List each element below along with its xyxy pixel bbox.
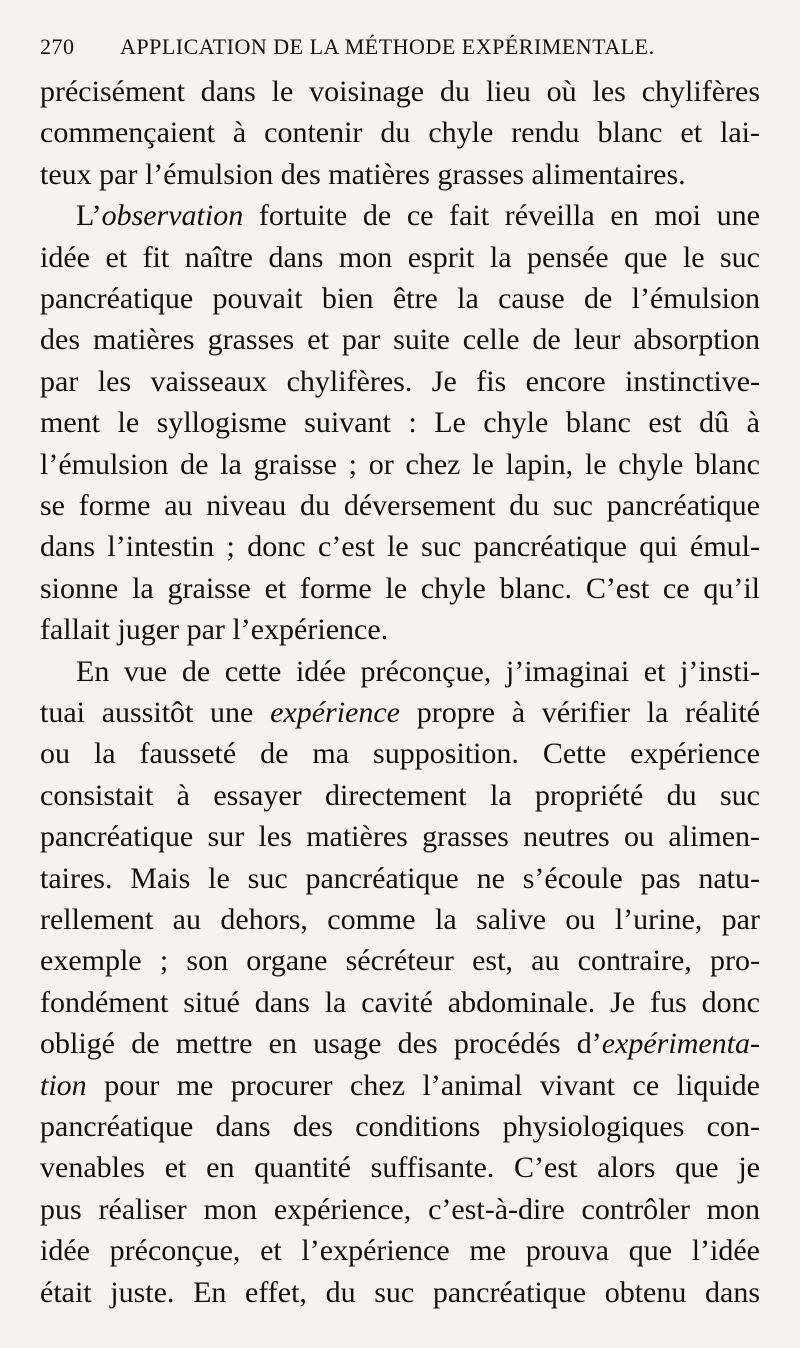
text-line (40, 983, 760, 1023)
italic-text: tion (40, 1068, 87, 1102)
page-number: 270 (40, 34, 75, 59)
text-line (40, 1190, 760, 1230)
text-run: idée et fit naître dans mon esprit la pensée que le suc (40, 240, 760, 274)
text-line (40, 362, 760, 402)
text-line (40, 279, 760, 319)
text-run: L’ (76, 199, 102, 233)
text-line (40, 569, 760, 609)
text-run: obligé de mettre en usage des procédés d’ (40, 1027, 602, 1061)
text-run: En vue de cette idée préconçue, j’imaginai et j’insti- (76, 654, 760, 688)
text-run: exemple ; son organe sécréteur est, au contraire, pro- (40, 944, 760, 978)
text-run: ou la fausseté de ma supposition. Cette expérience (40, 737, 760, 771)
text-line (40, 859, 760, 899)
text-run: idée préconçue, et l’expérience me prouva que l’idée (40, 1234, 760, 1268)
italic-text: observation (101, 199, 244, 233)
text-run: sionne la graisse et forme le chyle blanc. C’est ce qu’il (40, 571, 760, 605)
text-run: était juste. En effet, du suc pancréatique obtenu dans (40, 1275, 760, 1309)
text-run: se forme au niveau du déversement du suc pancréatique (40, 489, 760, 522)
text-line (40, 1107, 760, 1147)
text-line (40, 403, 760, 443)
text-run: commençaient à contenir du chyle rendu blanc et lai- (40, 116, 760, 150)
running-title: APPLICATION DE LA MÉTHODE EXPÉRIMENTALE. (120, 34, 655, 59)
text-line (40, 1024, 760, 1064)
text-run: fondément situé dans la cavité abdominale. Je fus donc (40, 985, 760, 1019)
text-line (40, 486, 760, 526)
text-run: pus réaliser mon expérience, c’est-à-dire contrôler mon (40, 1192, 760, 1226)
text-line (40, 610, 760, 650)
text-line (40, 1066, 760, 1106)
text-line (40, 941, 760, 981)
text-run: propre à vérifier la réalité (400, 696, 760, 729)
text-run: pancréatique dans des conditions physiologiques con- (40, 1110, 760, 1143)
text-run: des matières grasses et par suite celle de leur absorption (40, 323, 760, 357)
text-run: taires. Mais le suc pancréatique ne s’écoule pas natu- (40, 861, 760, 895)
text-line (40, 776, 760, 816)
text-line (40, 320, 760, 360)
text-run: pancréatique sur les matières grasses neutres ou alimen- (40, 820, 760, 854)
text-run: venables et en quantité suffisante. C’est alors que je (40, 1151, 760, 1185)
text-line (40, 527, 760, 567)
text-line (40, 238, 760, 278)
text-line (40, 734, 760, 774)
text-run: rellement au dehors, comme la salive ou l’urine, par (40, 903, 760, 936)
text-line (40, 900, 760, 940)
text-run: pour me procurer chez l’animal vivant ce liquide (86, 1068, 760, 1102)
text-run: fortuite de ce fait réveilla en moi une (243, 199, 760, 233)
text-line (40, 445, 760, 485)
text-run: par les vaisseaux chylifères. Je fis encore instinctive- (40, 364, 760, 398)
text-line (40, 652, 760, 692)
text-run: ment le syllogisme suivant : Le chyle blanc est dû à (40, 406, 760, 440)
text-line (40, 155, 760, 195)
text-line (40, 113, 760, 153)
running-header (40, 34, 770, 60)
italic-text: expérience (270, 696, 400, 729)
text-line (40, 72, 760, 112)
text-run: fallait juger par l’expérience. (40, 613, 389, 647)
text-run: tuai aussitôt une (40, 696, 271, 729)
text-run: teux par l’émulsion des matières grasses alimentaires. (40, 157, 686, 191)
text-run: pancréatique pouvait bien être la cause de l’émulsion (40, 282, 760, 315)
text-run: dans l’intestin ; donc c’est le suc pancréatique qui émul- (40, 530, 760, 564)
text-line (40, 817, 760, 857)
text-line (40, 196, 760, 236)
italic-text: expérimenta- (601, 1027, 760, 1061)
text-line (40, 1148, 760, 1188)
text-line (40, 693, 760, 733)
text-line (40, 1231, 760, 1271)
text-run: précisément dans le voisinage du lieu où les chylifères (40, 75, 760, 108)
text-run: consistait à essayer directement la propriété du suc (40, 778, 760, 812)
text-line (40, 1273, 760, 1313)
text-run: l’émulsion de la graisse ; or chez le lapin, le chyle blanc (40, 447, 760, 481)
